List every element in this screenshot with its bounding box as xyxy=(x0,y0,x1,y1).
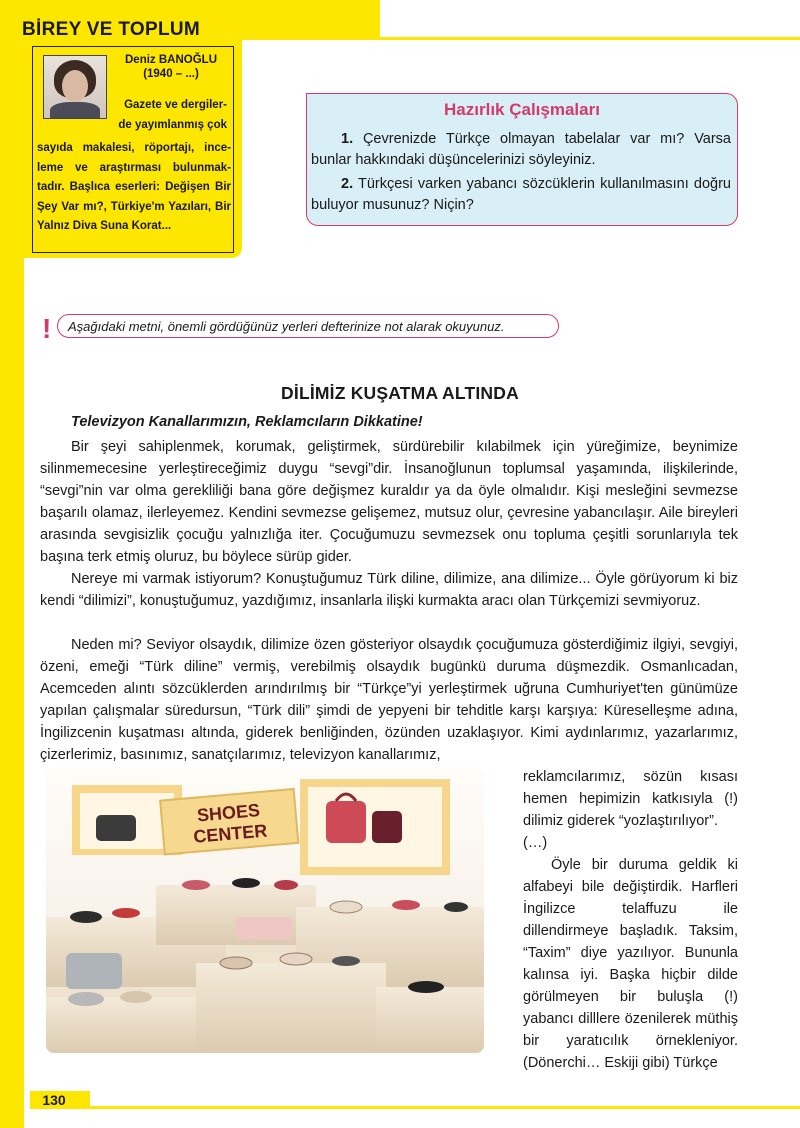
header-rule xyxy=(370,37,800,40)
question-number: 1. xyxy=(341,131,354,147)
header-slant xyxy=(340,0,380,40)
author-bio-box xyxy=(24,40,242,258)
reading-instruction: Aşağıdaki metni, önemli gördüğünüz yerleri defterinize not alarak okuyunuz. xyxy=(57,314,559,338)
exclamation-icon: ! xyxy=(42,313,52,344)
handbag xyxy=(326,801,366,843)
author-bio-frame xyxy=(32,46,234,253)
sign-line-2: CENTER xyxy=(192,820,269,847)
article-paragraph: Neden mi? Seviyor olsaydık, dilimize özen gösteriyor olsaydık çocuğumuza gösterdiğimiz ilgiyi, sevgiyi, özeni, emeği “Türk diline” vermiş, verebilmiş olsaydık bugünkü duruma düşmezdik. Osmanlıcadan, Acemceden alıntı sözcüklerden arındırılmış bir “Türkçe”yi yerleştirmek uğruna Cumhuriyet'ten günümüze yapılan çalışmalar süredursun, “Türk dili” şimdi de yepyeni bir tehditle karşı karşıya: Küreselleşme adına, İngilizcenin kuşatması altında, giderek benliğinden, özünden uzaklaşıyor. Kimi aydınlarımız, yazarlarımız, çizerlerimiz, basınımız, sanatçılarımız, televizyon kanallarımız, xyxy=(40,637,738,763)
bio-text-line: de yayımlanmış çok xyxy=(118,119,227,131)
handbag xyxy=(96,815,136,841)
article-title: DİLİMİZ KUŞATMA ALTINDA xyxy=(281,383,519,403)
article-column-paragraph: Öyle bir duruma geldik ki alfabeyi bile değiştirdik. Harfleri İngilizce telaffuzu ile dillendirmeye başladık. Taksim, “Taxim” diye yazılıyor. Bununla kalınsa iyi. Başka hiçbir dilde görülmeyen bir buluşla (!) yabancı dilllere özenilerek müthiş bir yaratıcılık örnekleniyor. (Dönerchi… Eskiji gibi) Türkçe xyxy=(523,857,738,1071)
preparation-title: Hazırlık Çalışmaları xyxy=(444,100,600,119)
clutch xyxy=(236,917,292,939)
display-box xyxy=(156,885,316,945)
preparation-question-2 xyxy=(311,174,731,216)
author-name: Deniz BANOĞLU xyxy=(125,54,217,66)
bio-text-line: Gazete ve dergiler- xyxy=(124,99,227,111)
handbag xyxy=(66,953,122,989)
question-number: 2. xyxy=(341,176,354,192)
article-subtitle: Televizyon Kanallarımızın, Reklamcıların Dikkatine! xyxy=(71,414,423,430)
article-ellipsis: (…) xyxy=(523,835,548,851)
preparation-box xyxy=(306,93,738,226)
handbag xyxy=(372,811,402,843)
display-box xyxy=(196,963,386,1053)
question-text: Türkçesi varken yabancı sözcüklerin kullanılmasını doğru buluyor musunuz? Niçin? xyxy=(311,176,731,213)
shoe-store-photo xyxy=(46,767,484,1053)
bio-text: sayıda makalesi, röportajı, ince-leme ve araştırması bulunmak-tadır. Başlıca eserleri: Değişen Bir Şey Var mı?, Türkiye'm Yazıları, Bir Yalnız Diva Suna Korat... xyxy=(37,142,231,232)
side-color-band xyxy=(0,0,24,1128)
author-name-block xyxy=(111,53,231,81)
section-title: BİREY VE TOPLUM xyxy=(22,19,200,40)
article-paragraph: Bir şeyi sahiplenmek, korumak, geliştirmek, sürdürebilir kılabilmek için yüreğimize, beynimize silinmemecesine yerleştireceğimiz duygu “sevgi”dir. İnsanoğlunun toplumsal yaşamında, ilişkilerinde, “sevgi”nin var olma gerekliliği bana göre değişmez kuraldır ya da öyle olmalıdır. Kişi mesleğini sevmezse başarılı olamaz, ilerleyemez. Kendini sevmezse gelişemez, mutsuz olur, çevresine yabancılaşır. Aile bireyleri arasında sevgisizlik çocuğu yalnızlığa iter. Çocuğumuzu sevmezsek onu topluma çeşitli sorunlarıyla tek başına terk etmiş oluruz, bu böylece sürüp gider. xyxy=(40,439,738,565)
preparation-question-1 xyxy=(311,129,731,171)
article-column-paragraph: reklamcılarımız, sözün kısası hemen hepimizin katkısıyla (!) dilimiz giderek “yozlaştırılıyor”. xyxy=(523,769,738,829)
article-paragraph: Nereye mi varmak istiyorum? Konuştuğumuz Türk diline, dilimize, ana dilimize... Öyle görüyorum ki biz kendi “dilimizi”, konuştuğumuz, yazdığımız, insanlarla ilişki kurmakta aracı olan Türkçemizi sevmiyoruz. xyxy=(40,571,738,609)
question-text: Çevrenizde Türkçe olmayan tabelalar var mı? Varsa bunlar hakkındaki düşüncelerinizi söyleyiniz. xyxy=(311,131,731,168)
store-sign xyxy=(160,789,298,854)
author-portrait xyxy=(43,55,107,119)
author-years: (1940 – ...) xyxy=(143,68,199,80)
display-box xyxy=(46,997,196,1053)
shoe-store-illustration xyxy=(46,767,484,1053)
page-number: 130 xyxy=(42,1092,66,1108)
sign-line-1: SHOES xyxy=(196,800,261,826)
footer-rule xyxy=(76,1106,800,1109)
display-box xyxy=(376,987,484,1053)
